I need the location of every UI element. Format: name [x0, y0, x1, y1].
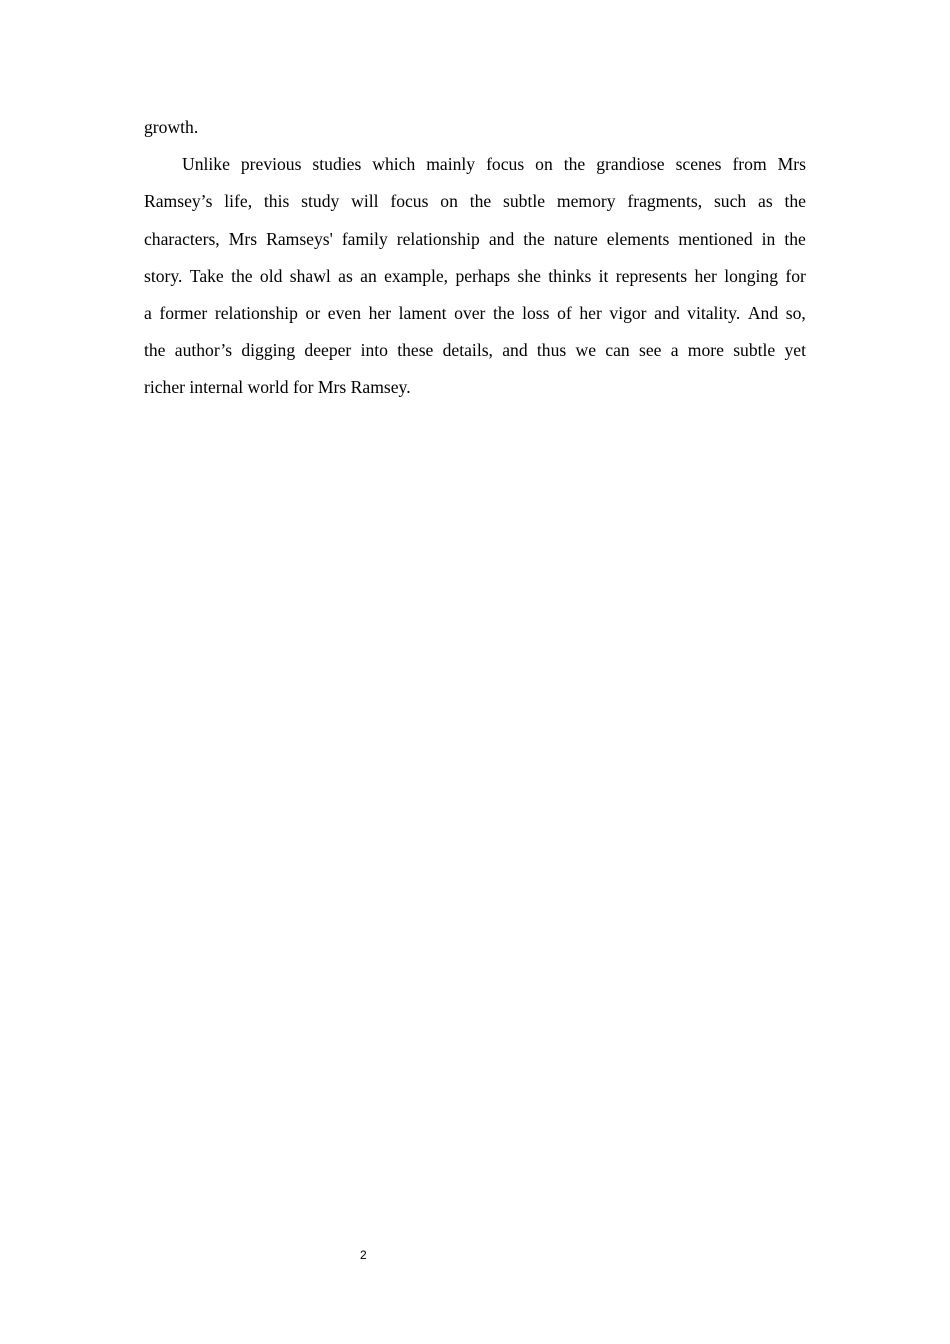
paragraph-line-1: growth. [144, 117, 199, 137]
word: relationship [396, 228, 480, 249]
word: Mrs [228, 228, 258, 249]
word: into [360, 340, 388, 361]
word: focus [390, 191, 429, 212]
word: study [301, 191, 340, 212]
word: the [523, 228, 545, 249]
word: in [761, 228, 776, 249]
word: from [732, 154, 767, 175]
word: digging [241, 340, 296, 361]
word: mentioned [678, 228, 753, 249]
word: her [694, 265, 717, 286]
word: the [563, 154, 586, 175]
word: and [502, 340, 528, 361]
word: characters, [144, 228, 220, 249]
word: elements [606, 228, 670, 249]
word: shawl [289, 265, 331, 286]
word: on [440, 191, 458, 212]
word: the [784, 191, 806, 212]
word: can [605, 340, 630, 361]
word: perhaps [455, 265, 511, 286]
word: her [579, 302, 602, 323]
word: see [638, 340, 662, 361]
word: such [713, 191, 747, 212]
word: subtle [503, 191, 546, 212]
word: fragments, [627, 191, 703, 212]
paragraph-line-8: richer internal world for Mrs Ramsey. [144, 377, 411, 398]
word: family [341, 228, 388, 249]
word: scenes [675, 154, 722, 175]
word: And [747, 302, 779, 323]
word: old [259, 265, 283, 286]
word: will [351, 191, 379, 212]
word: vigor [609, 302, 647, 323]
word: yet [784, 340, 806, 361]
word: loss [522, 302, 550, 323]
paragraph-line-3 [144, 183, 806, 220]
word: example, [384, 265, 449, 286]
word: details, [442, 340, 493, 361]
word: Ramseys' [266, 228, 333, 249]
word: the [493, 302, 515, 323]
word: a [670, 340, 679, 361]
word: thus [536, 340, 567, 361]
word: longing [724, 265, 779, 286]
word: previous [240, 154, 302, 175]
word: thinks [548, 265, 592, 286]
word: she [517, 265, 541, 286]
word: vitality. [687, 302, 741, 323]
word: the [144, 340, 166, 361]
word: of [557, 302, 572, 323]
word: so, [785, 302, 806, 323]
word: lament [398, 302, 447, 323]
word: on [535, 154, 553, 175]
word: it [598, 265, 609, 286]
word: Ramsey’s [144, 191, 213, 212]
paragraph-line-2 [144, 146, 806, 183]
word: an [360, 265, 377, 286]
word: the [469, 191, 492, 212]
word: nature [553, 228, 598, 249]
page-number: 2 [360, 1248, 367, 1262]
word: which [372, 154, 416, 175]
word: Unlike [182, 154, 230, 175]
word: author’s [174, 340, 233, 361]
word: the [784, 228, 806, 249]
word: even [327, 302, 362, 323]
word: grandiose [596, 154, 665, 175]
body-text [144, 109, 806, 407]
word: or [305, 302, 321, 323]
word: and [488, 228, 515, 249]
word: relationship [214, 302, 298, 323]
word: these [397, 340, 434, 361]
word: for [785, 265, 806, 286]
word: former [159, 302, 208, 323]
word: a [144, 302, 152, 323]
word: Mrs [777, 154, 806, 175]
word: deeper [304, 340, 352, 361]
word: as [758, 191, 773, 212]
word: life, [224, 191, 253, 212]
word: over [454, 302, 486, 323]
word: we [575, 340, 597, 361]
word: focus [486, 154, 525, 175]
word: the [231, 265, 253, 286]
word: studies [312, 154, 362, 175]
word: as [338, 265, 353, 286]
word: Take [189, 265, 224, 286]
paragraph-line-4 [144, 221, 806, 258]
word: and [654, 302, 680, 323]
word: story. [144, 265, 183, 286]
paragraph-line-7 [144, 332, 806, 369]
word: her [368, 302, 392, 323]
word: this [263, 191, 290, 212]
word: more [687, 340, 724, 361]
word: subtle [733, 340, 776, 361]
paragraph-line-6 [144, 295, 806, 332]
paragraph-line-5 [144, 258, 806, 295]
word: represents [615, 265, 688, 286]
word: memory [556, 191, 616, 212]
word: mainly [426, 154, 476, 175]
